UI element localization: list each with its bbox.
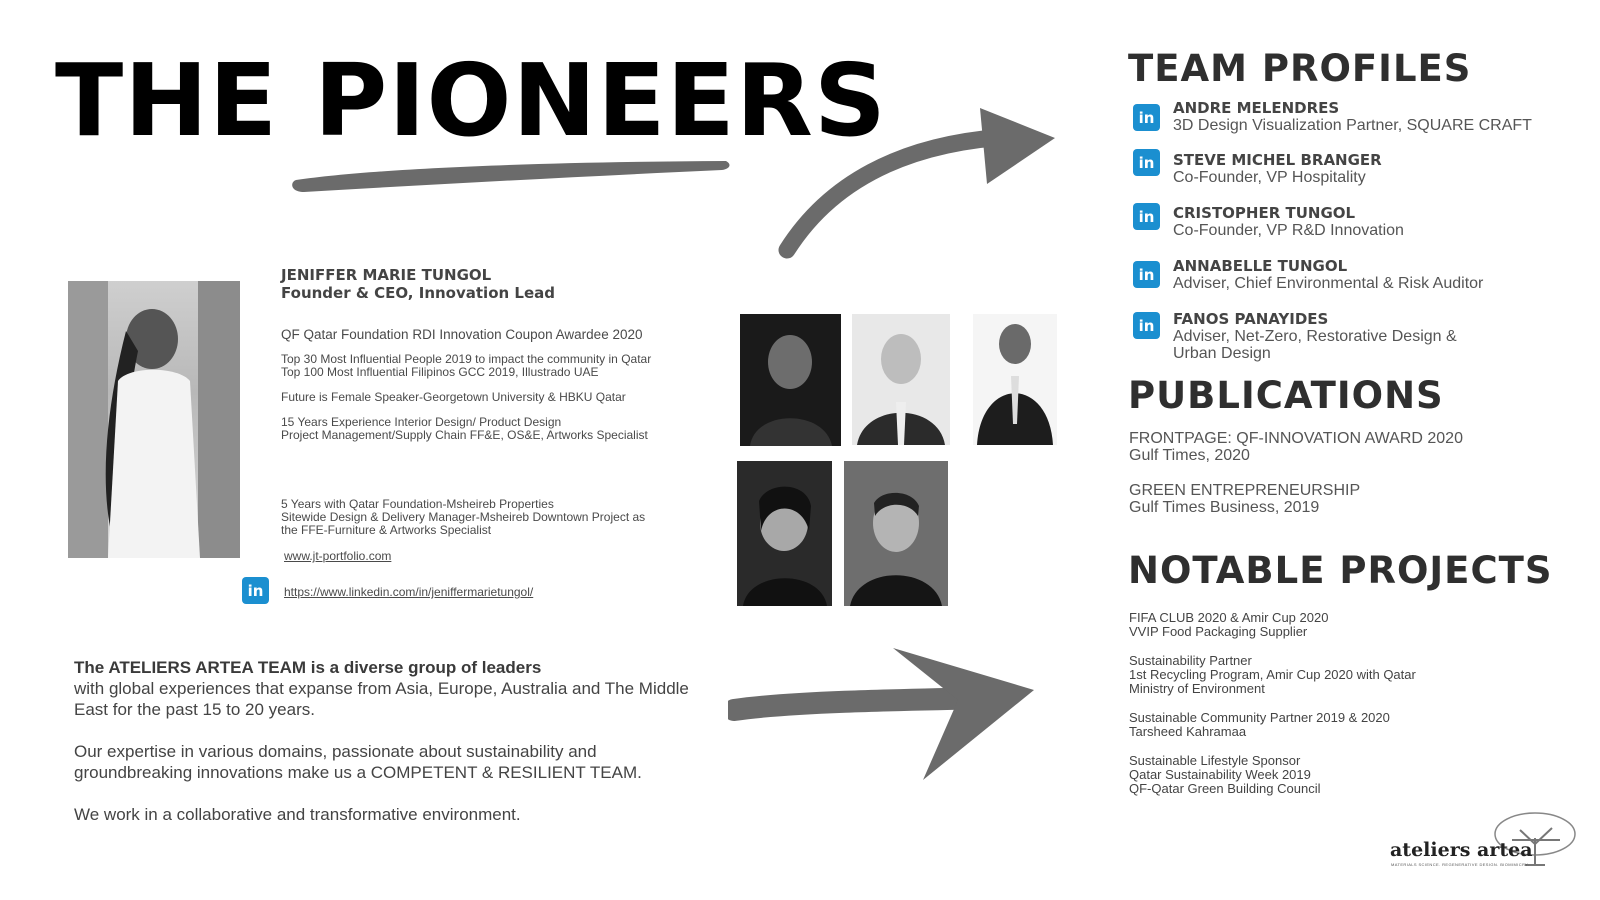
linkedin-icon[interactable]: in xyxy=(1133,104,1160,131)
profile-role: Urban Design xyxy=(1173,345,1271,362)
brand-logo xyxy=(1390,810,1590,870)
project-line: Ministry of Environment xyxy=(1129,681,1265,696)
profile-role: Co-Founder, VP Hospitality xyxy=(1173,169,1366,186)
profile-name: ANNABELLE TUNGOL xyxy=(1173,257,1348,275)
project-item xyxy=(1129,611,1589,639)
logo-tagline: MATERIALS SCIENCE. REGENERATIVE DESIGN. BIOMIMICRY. xyxy=(1391,862,1530,867)
profile-name: ANDRE MELENDRES xyxy=(1173,99,1340,117)
team-photo xyxy=(973,314,1057,445)
profile-item xyxy=(1133,258,1593,292)
team-description-lead: The ATELIERS ARTEA TEAM is a diverse group of leaders xyxy=(74,658,542,677)
founder-name: JENIFFER MARIE TUNGOL xyxy=(281,266,492,284)
person-silhouette xyxy=(852,314,950,445)
portfolio-link[interactable]: www.jt-portfolio.com xyxy=(284,549,392,563)
profile-role: Co-Founder, VP R&D Innovation xyxy=(1173,222,1404,239)
page-title: THE PIONEERS xyxy=(55,42,887,159)
founder-highlight: Sitewide Design & Delivery Manager-Msheireb Downtown Project as xyxy=(281,510,646,524)
team-photo xyxy=(852,314,950,445)
team-photo xyxy=(737,461,832,606)
profile-item xyxy=(1133,205,1593,239)
person-silhouette xyxy=(740,314,841,446)
founder-linkedin-link[interactable]: https://www.linkedin.com/in/jeniffermarietungol/ xyxy=(284,585,534,599)
founder-highlight: 5 Years with Qatar Foundation-Msheireb Properties xyxy=(281,497,554,511)
team-description-expertise: Our expertise in various domains, passionate about sustainability and groundbreaking innovations make us a COMPETENT & RESILIENT TEAM. xyxy=(74,742,642,782)
project-line: 1st Recycling Program, Amir Cup 2020 with Qatar xyxy=(1129,667,1416,682)
project-line: Qatar Sustainability Week 2019 xyxy=(1129,767,1311,782)
project-item xyxy=(1129,654,1589,696)
person-silhouette xyxy=(737,461,832,606)
publication-headline: FRONTPAGE: QF-INNOVATION AWARD 2020 xyxy=(1129,430,1463,447)
curved-arrow xyxy=(775,100,1060,265)
profile-role: Adviser, Net-Zero, Restorative Design & xyxy=(1173,328,1457,345)
linkedin-icon[interactable]: in xyxy=(1133,149,1160,176)
project-item xyxy=(1129,754,1589,796)
profile-item xyxy=(1133,152,1593,186)
profile-item xyxy=(1133,100,1593,134)
founder-silhouette xyxy=(68,281,240,558)
team-description xyxy=(74,657,714,846)
founder-photo xyxy=(68,281,240,558)
project-line: QF-Qatar Green Building Council xyxy=(1129,781,1321,796)
founder-role: Founder & CEO, Innovation Lead xyxy=(281,284,555,302)
publication-item xyxy=(1129,430,1589,464)
linkedin-icon[interactable]: in xyxy=(1133,312,1160,339)
team-description-lead-rest: with global experiences that expanse from Asia, Europe, Australia and The Middle East for the past 15 to 20 years. xyxy=(74,679,689,719)
team-profiles-list xyxy=(1133,100,1593,362)
founder-highlight: QF Qatar Foundation RDI Innovation Coupon Awardee 2020 xyxy=(281,327,643,342)
publications-list xyxy=(1129,430,1589,516)
publications-title: PUBLICATIONS xyxy=(1128,374,1444,417)
publication-headline: GREEN ENTREPRENEURSHIP xyxy=(1129,482,1361,499)
profile-name: CRISTOPHER TUNGOL xyxy=(1173,204,1356,222)
logo-wordmark: ateliers artea xyxy=(1390,839,1533,861)
brush-underline xyxy=(290,152,735,197)
team-photo xyxy=(740,314,841,446)
profile-item xyxy=(1133,311,1593,362)
publication-source: Gulf Times, 2020 xyxy=(1129,447,1250,464)
profile-name: STEVE MICHEL BRANGER xyxy=(1173,151,1382,169)
profile-role: Adviser, Chief Environmental & Risk Auditor xyxy=(1173,275,1484,292)
notable-projects-title: NOTABLE PROJECTS xyxy=(1128,549,1553,592)
project-line: Sustainability Partner xyxy=(1129,653,1252,668)
project-item xyxy=(1129,711,1589,739)
person-silhouette xyxy=(973,314,1057,445)
founder-info xyxy=(281,266,721,565)
notable-projects-list xyxy=(1129,611,1589,796)
linkedin-icon[interactable]: in xyxy=(1133,203,1160,230)
founder-highlight: Top 100 Most Influential Filipinos GCC 2019, Illustrado UAE xyxy=(281,365,599,379)
founder-highlight: Top 30 Most Influential People 2019 to impact the community in Qatar xyxy=(281,352,652,366)
straight-arrow xyxy=(728,640,1038,790)
project-line: Sustainable Lifestyle Sponsor xyxy=(1129,753,1301,768)
publication-source: Gulf Times Business, 2019 xyxy=(1129,499,1320,516)
founder-highlight: the FFE-Furniture & Artworks Specialist xyxy=(281,523,492,537)
team-description-environment: We work in a collaborative and transformative environment. xyxy=(74,805,521,824)
profile-name: FANOS PANAYIDES xyxy=(1173,310,1329,328)
founder-highlight: Project Management/Supply Chain FF&E, OS&E, Artworks Specialist xyxy=(281,428,648,442)
project-line: FIFA CLUB 2020 & Amir Cup 2020 xyxy=(1129,610,1329,625)
profile-role: 3D Design Visualization Partner, SQUARE CRAFT xyxy=(1173,117,1532,134)
person-silhouette xyxy=(844,461,948,606)
team-photo xyxy=(844,461,948,606)
founder-highlight: Future is Female Speaker-Georgetown University & HBKU Qatar xyxy=(281,390,626,404)
linkedin-icon[interactable]: in xyxy=(242,577,269,604)
team-profiles-title: TEAM PROFILES xyxy=(1128,47,1472,90)
project-line: Tarsheed Kahramaa xyxy=(1129,724,1247,739)
publication-item xyxy=(1129,482,1589,516)
project-line: VVIP Food Packaging Supplier xyxy=(1129,624,1308,639)
linkedin-icon[interactable]: in xyxy=(1133,261,1160,288)
project-line: Sustainable Community Partner 2019 & 2020 xyxy=(1129,710,1390,725)
founder-highlight: 15 Years Experience Interior Design/ Product Design xyxy=(281,415,562,429)
